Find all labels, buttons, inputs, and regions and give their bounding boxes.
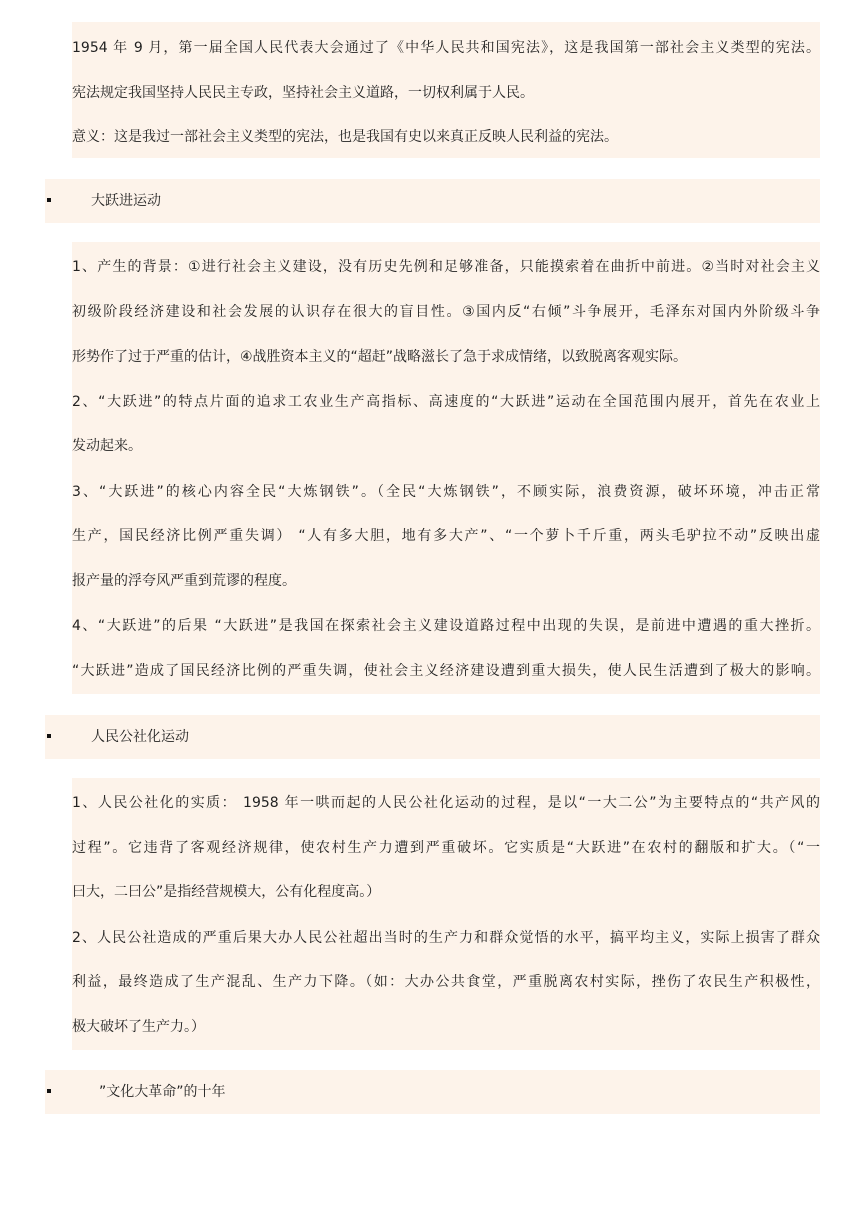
section-heading-text: 人民公社化运动 bbox=[91, 729, 189, 745]
text-line: 3、“大跃进”的核心内容全民“大炼钢铁”。（全民“大炼钢铁”，不顾实际，浪费资源，破坏环境，冲击正常 bbox=[72, 484, 820, 500]
section-heading-great-leap bbox=[45, 179, 820, 223]
text-line: 2、人民公社造成的严重后果大办人民公社超出当时的生产力和群众觉悟的水平，搞平均主义，实际上损害了群众 bbox=[72, 930, 820, 946]
text-line: 形势作了过于严重的估计，④战胜资本主义的“超赶”战略滋长了急于求成情绪，以致脱离客观实际。 bbox=[72, 349, 688, 365]
bullet-icon bbox=[47, 198, 51, 202]
text-line: 利益，最终造成了生产混乱、生产力下降。（如：大办公共食堂，严重脱离农村实际，挫伤了农民生产积极性， bbox=[72, 974, 820, 990]
text-line: 意义：这是我过一部社会主义类型的宪法，也是我国有史以来真正反映人民利益的宪法。 bbox=[72, 129, 618, 145]
text-line: 1、产生的背景：①进行社会主义建设，没有历史先例和足够准备，只能摸索着在曲折中前进。②当时对社会主义 bbox=[72, 259, 820, 275]
text-line: 4、“大跃进”的后果 “大跃进”是我国在探索社会主义建设道路过程中出现的失误，是前进中遭遇的重大挫折。 bbox=[72, 618, 820, 634]
constitution-paragraph-block bbox=[72, 22, 820, 158]
section-heading-text: 大跃进运动 bbox=[91, 193, 161, 209]
text-line: “大跃进”造成了国民经济比例的严重失调，使社会主义经济建设遭到重大损失，使人民生活遭到了极大的影响。 bbox=[72, 663, 820, 679]
communes-paragraph-block bbox=[72, 778, 820, 1050]
section-heading-text: ”文化大革命”的十年 bbox=[99, 1084, 226, 1100]
text-line: 初级阶段经济建设和社会发展的认识存在很大的盲目性。③国内反“右倾”斗争展开，毛泽东对国内外阶级斗争 bbox=[72, 304, 820, 320]
text-line: 过程”。它违背了客观经济规律，使农村生产力遭到严重破坏。它实质是“大跃进”在农村的翻版和扩大。（“一 bbox=[72, 840, 820, 856]
text-line: 报产量的浮夸风严重到荒谬的程度。 bbox=[72, 573, 296, 589]
bullet-icon bbox=[47, 1089, 51, 1093]
bullet-icon bbox=[47, 734, 51, 738]
text-line: 1954 年 9 月，第一届全国人民代表大会通过了《中华人民共和国宪法》，这是我国第一部社会主义类型的宪法。 bbox=[72, 40, 820, 56]
text-line: 1、人民公社化的实质： 1958 年一哄而起的人民公社化运动的过程，是以“一大二公”为主要特点的“共产风的 bbox=[72, 795, 820, 811]
text-line: 宪法规定我国坚持人民民主专政，坚持社会主义道路，一切权利属于人民。 bbox=[72, 85, 534, 101]
section-heading-communes bbox=[45, 715, 820, 759]
text-line: 极大破坏了生产力。） bbox=[72, 1019, 205, 1035]
section-heading-cultural-revolution bbox=[45, 1070, 820, 1114]
text-line: 生产，国民经济比例严重失调） “人有多大胆，地有多大产”、“一个萝卜千斤重，两头毛驴拉不动”反映出虚 bbox=[72, 528, 820, 544]
great-leap-paragraph-block bbox=[72, 242, 820, 694]
text-line: 2、“大跃进”的特点片面的追求工农业生产高指标、高速度的“大跃进”运动在全国范围内展开，首先在农业上 bbox=[72, 394, 820, 410]
text-line: 曰大，二曰公”是指经营规模大，公有化程度高。） bbox=[72, 884, 381, 900]
text-line: 发动起来。 bbox=[72, 438, 142, 454]
